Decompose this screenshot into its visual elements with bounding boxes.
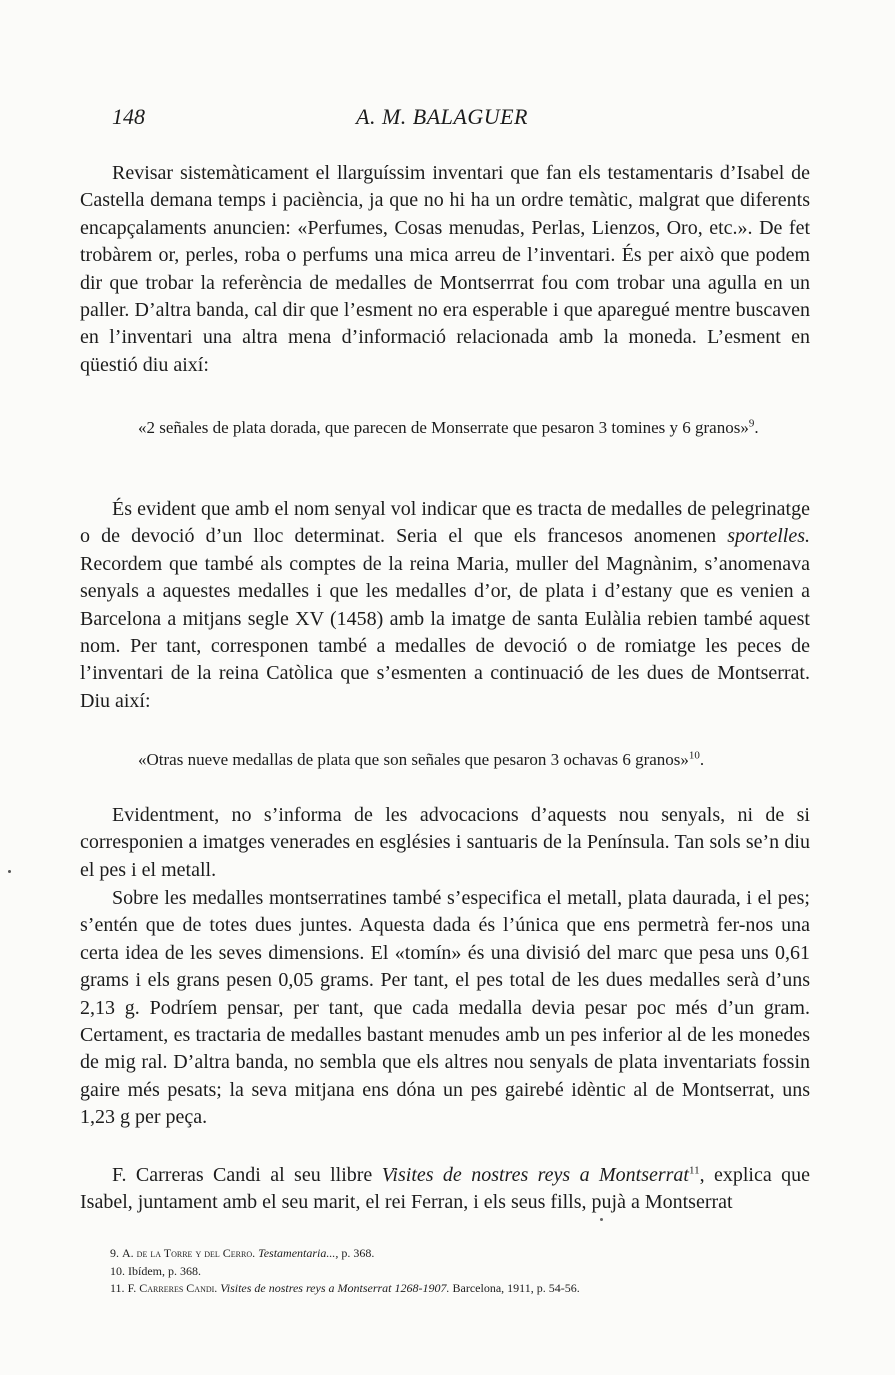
quote-2-end: .	[699, 750, 705, 769]
paragraph-5-italic: Visites de nostres reys a Montserrat	[381, 1164, 689, 1186]
scan-speck	[8, 870, 11, 873]
footnote-9-title: Testamentaria...,	[258, 1246, 339, 1260]
quote-2	[108, 747, 810, 772]
footnote-ref-11: 11	[689, 1164, 700, 1177]
paragraph-2-text-b: Recordem que també als comptes de la reina Maria, muller del Magnànim, s’anomenava senyals a aquestes medalles i que les medalles d’or, de plata i d’estany que es venien a Barcelona a mitjans segle XV (1458) amb la imatge de santa Eulàlia rebien també aquest nom. Per tant, corresponen també a medalles de devoció o de romiatge les peces de l’inventari de la reina Catòlica que s’esmenten a continuació de les dues de Montserrat. Diu així:	[80, 552, 810, 712]
paragraph-5-text-a: F. Carreras Candi al seu llibre	[112, 1164, 382, 1186]
footnote-9	[110, 1245, 810, 1263]
footnote-9-number: 9.	[110, 1246, 122, 1260]
page-number: 148	[112, 104, 145, 129]
scan-speck-bottom	[600, 1218, 603, 1221]
footnote-11-author: F. Carreres Candi.	[127, 1281, 221, 1295]
footnote-9-page: p. 368.	[338, 1246, 375, 1260]
footnote-11	[110, 1280, 810, 1298]
paragraph-2-text-a: És evident que amb el nom senyal vol indicar que es tracta de medalles de pelegrinatge o de devoció d’un lloc determinat. Seria el que els francesos anomenen	[80, 498, 810, 548]
paragraph-1: Revisar sistemàticament el llarguíssim inventari que fan els testamentaris d’Isabel de Castella demana temps i paciència, ja que no hi ha un ordre temàtic, malgrat que diferents encapçalaments anuncien: «Perfumes, Cosas menudas, Perlas, Lienzos, Oro, etc.». De fet trobàrem or, perles, roba o perfums una mica arreu de l’inventari. És per això que podem dir que trobar la referència de medalles de Montserrrat fou com trobar una agulla en un paller. D’altra banda, cal dir que l’esment no era esperable i que aparegué mentre buscaven en l’inventari una altra mena d’informació relacionada amb la moneda. L’esment en qüestió diu així:	[80, 162, 810, 376]
footnote-11-number: 11.	[110, 1281, 128, 1295]
paragraph-5	[80, 1162, 810, 1217]
paragraph-5-text-b: , explica que Isabel, juntament amb el seu marit, el rei Ferran, i els seus fills, pujà a Montserrat	[80, 1164, 810, 1214]
running-head: A. M. BALAGUER	[356, 104, 528, 129]
footnotes	[110, 1245, 810, 1298]
footnote-11-details: Barcelona, 1911, p. 54-56.	[449, 1281, 580, 1295]
paragraph-2	[80, 496, 810, 715]
quote-1: «2 señales de plata dorada, que parecen de Monserrate que pesaron 3 tomines y 6 granos»$^9$.	[138, 417, 759, 437]
footnote-10: 10. Ibídem, p. 368.	[110, 1263, 201, 1278]
quote-1-text: «2 señales de plata dorada, que parecen de Monserrate que pesaron 3 tomines y 6 granos»	[138, 418, 749, 437]
paragraph-4: Sobre les medalles montserratines també s’especifica el metall, plata daurada, i el pes; s’entén que de totes dues juntes. Aquesta dada és l’única que ens permetrà fer-nos una certa idea de les seves dimensions. El «tomín» és una divisió del marc que pesa uns 0,61 grams i els grans pesen 0,05 grams. Per tant, el pes total de les dues medalles serà d’uns 2,13 g. Podríem pensar, per tant, que cada medalla devia pesar poc més d’un gram. Certament, es tractaria de medalles bastant menudes amb un pes inferior al de les monedes de mig ral. D’altra banda, no sembla que els altres nou senyals de plata inventariats fossin gaire més pesats; la seva mitjana ens dóna un pes gairebé idèntic al de Montserrat, uns 1,23 g per peça.	[80, 887, 810, 1129]
paragraph-2-italic: sportelles.	[727, 525, 810, 548]
paragraph-3: Evidentment, no s’informa de les advocacions d’aquests nou senyals, ni de si corresponien a imatges venerades en esglésies i santuaris de la Península. Tan sols se’n diu el pes i el metall.	[80, 804, 810, 881]
quote-2-text: «Otras nueve medallas de plata que son señales que pesaron 3 ochavas 6 granos»	[138, 750, 689, 769]
footnote-11-title: Visites de nostres reys a Montserrat 1268-1907.	[220, 1281, 450, 1295]
footnote-ref-9: 9	[748, 417, 755, 430]
page-header	[112, 104, 812, 134]
footnote-9-author: A. de la Torre y del Cerro.	[122, 1246, 259, 1260]
footnote-ref-10: 10	[688, 749, 700, 762]
